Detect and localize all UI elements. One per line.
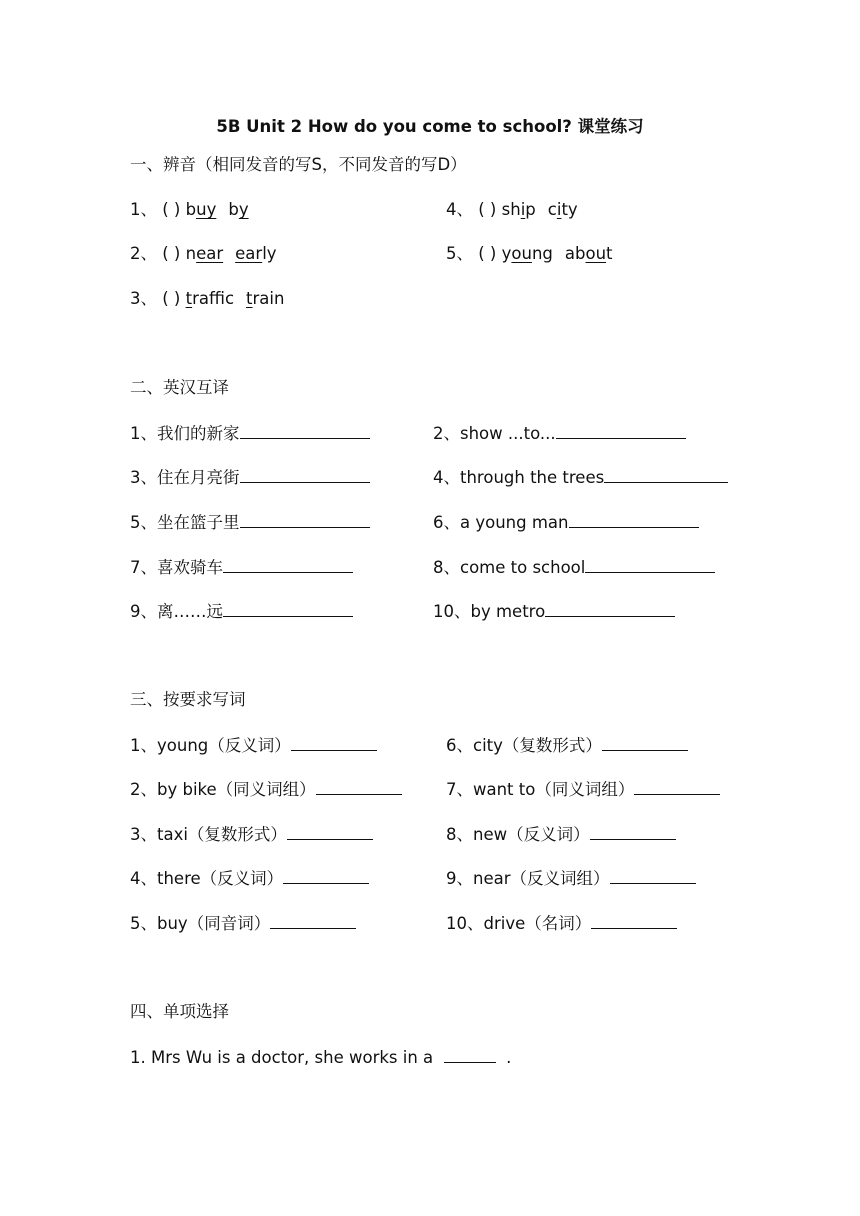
answer-blank[interactable] [240,466,370,483]
section2-heading: 二、英汉互译 [130,378,229,397]
multiple-choice-question-1: 1. Mrs Wu is a doctor, she works in a . [130,1048,512,1067]
word-form-item-8: 8、new（反义词） [446,823,676,846]
answer-blank[interactable] [590,823,676,840]
phonics-item-2: 2、 ( ) near early [130,244,277,263]
translation-item-7: 7、喜欢骑车 [130,556,353,579]
section4-heading: 四、单项选择 [130,1002,229,1021]
answer-blank[interactable] [287,823,373,840]
translation-item-8: 8、come to school [433,556,715,579]
translation-item-5: 5、坐在篮子里 [130,511,370,534]
phonics-item-1: 1、 ( ) buy by [130,200,249,219]
word-form-item-4: 4、there（反义词） [130,867,369,890]
answer-blank[interactable] [556,422,686,439]
answer-blank[interactable] [585,556,715,573]
answer-blank[interactable] [602,734,688,751]
translation-item-2: 2、show ...to... [433,422,686,445]
word-form-item-10: 10、drive（名词） [446,912,677,935]
word-form-item-2: 2、by bike（同义词组） [130,778,402,801]
word-form-item-6: 6、city（复数形式） [446,734,688,757]
translation-item-1: 1、我们的新家 [130,422,370,445]
answer-blank[interactable] [634,778,720,795]
translation-item-9: 9、离……远 [130,600,353,623]
answer-blank[interactable] [610,867,696,884]
word-form-item-1: 1、young（反义词） [130,734,377,757]
translation-item-4: 4、through the trees [433,466,728,489]
word-form-item-5: 5、buy（同音词） [130,912,356,935]
answer-blank[interactable] [591,912,677,929]
answer-blank[interactable] [444,1046,496,1063]
answer-blank[interactable] [316,778,402,795]
answer-blank[interactable] [291,734,377,751]
answer-blank[interactable] [604,466,728,483]
answer-blank[interactable] [240,422,370,439]
phonics-item-5: 5、 ( ) young about [446,244,613,263]
section3-heading: 三、按要求写词 [130,690,246,709]
answer-blank[interactable] [223,556,353,573]
word-form-item-9: 9、near（反义词组） [446,867,696,890]
word-form-item-3: 3、taxi（复数形式） [130,823,373,846]
answer-blank[interactable] [283,867,369,884]
translation-item-3: 3、住在月亮街 [130,466,370,489]
phonics-item-4: 4、 ( ) ship city [446,200,578,219]
answer-blank[interactable] [545,600,675,617]
answer-blank[interactable] [223,600,353,617]
answer-blank[interactable] [569,511,699,528]
page-title: 5B Unit 2 How do you come to school? 课堂练习 [216,117,644,136]
translation-item-6: 6、a young man [433,511,699,534]
section1-heading: 一、辨音（相同发音的写S，不同发音的写D） [130,155,467,174]
phonics-item-3: 3、 ( ) traffic train [130,289,285,308]
word-form-item-7: 7、want to（同义词组） [446,778,720,801]
answer-blank[interactable] [240,511,370,528]
answer-blank[interactable] [270,912,356,929]
translation-item-10: 10、by metro [433,600,675,623]
